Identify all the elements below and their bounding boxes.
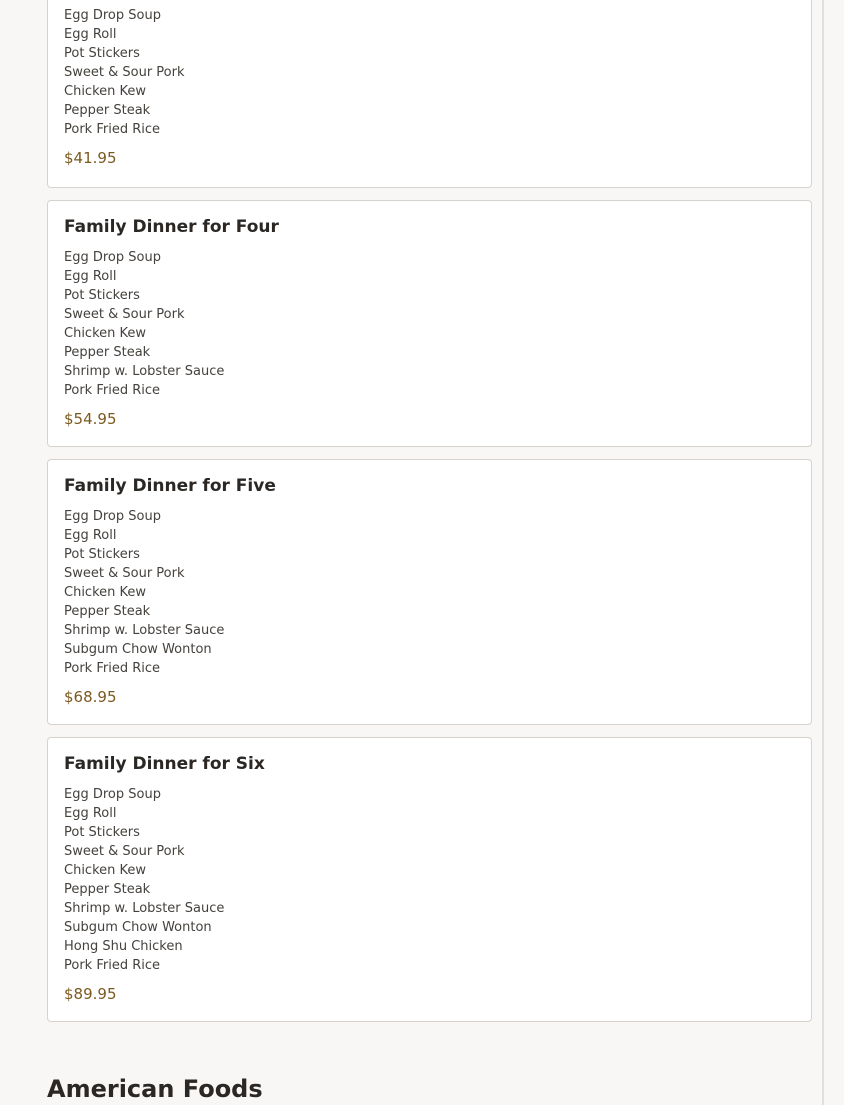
menu-item: Chicken Kew [64,326,147,341]
menu-item: Egg Drop Soup [64,787,161,802]
menu-item: Subgum Chow Wonton [64,920,212,935]
menu-section-family-dinners [47,0,812,1034]
menu-item: Subgum Chow Wonton [64,642,212,657]
section-heading-american-foods: American Foods [47,1075,263,1103]
menu-item: Pork Fried Rice [64,661,160,676]
menu-card-price: $54.95 [64,410,117,428]
menu-card-items [64,248,795,400]
menu-item: Shrimp w. Lobster Sauce [64,364,225,379]
menu-card-items [64,507,795,678]
menu-card-price: $68.95 [64,688,117,706]
menu-item: Pepper Steak [64,345,151,360]
menu-item: Pork Fried Rice [64,122,160,137]
menu-card-family-dinner-six[interactable] [47,737,812,1022]
menu-item: Pot Stickers [64,547,140,562]
menu-card-title: Family Dinner for Six [64,754,265,774]
menu-item: Egg Roll [64,27,117,42]
menu-item: Shrimp w. Lobster Sauce [64,623,225,638]
menu-item: Chicken Kew [64,585,147,600]
menu-item: Pork Fried Rice [64,383,160,398]
menu-card-price: $89.95 [64,985,117,1003]
menu-item: Sweet & Sour Pork [64,307,185,322]
menu-item: Egg Roll [64,269,117,284]
menu-item: Egg Roll [64,528,117,543]
menu-item: Chicken Kew [64,863,147,878]
menu-card-family-dinner-four[interactable] [47,200,812,447]
menu-card-price: $41.95 [64,149,117,167]
menu-item: Egg Drop Soup [64,509,161,524]
menu-item: Pepper Steak [64,604,151,619]
menu-card-title: Family Dinner for Five [64,476,276,496]
menu-item: Egg Drop Soup [64,250,161,265]
menu-card-title: Family Dinner for Four [64,217,279,237]
menu-item: Hong Shu Chicken [64,939,183,954]
menu-card-family-dinner-five[interactable] [47,459,812,725]
menu-card-items [64,6,795,139]
menu-item: Pot Stickers [64,288,140,303]
menu-item: Pot Stickers [64,825,140,840]
menu-item: Sweet & Sour Pork [64,65,185,80]
menu-item: Egg Roll [64,806,117,821]
menu-item: Pepper Steak [64,882,151,897]
menu-card-items [64,785,795,975]
content-divider [822,0,824,1105]
menu-item: Pot Stickers [64,46,140,61]
menu-item: Pork Fried Rice [64,958,160,973]
menu-item: Sweet & Sour Pork [64,566,185,581]
menu-item: Sweet & Sour Pork [64,844,185,859]
menu-item: Chicken Kew [64,84,147,99]
menu-card-family-dinner-three[interactable] [47,0,812,188]
menu-item: Pepper Steak [64,103,151,118]
menu-item: Egg Drop Soup [64,8,161,23]
menu-item: Shrimp w. Lobster Sauce [64,901,225,916]
